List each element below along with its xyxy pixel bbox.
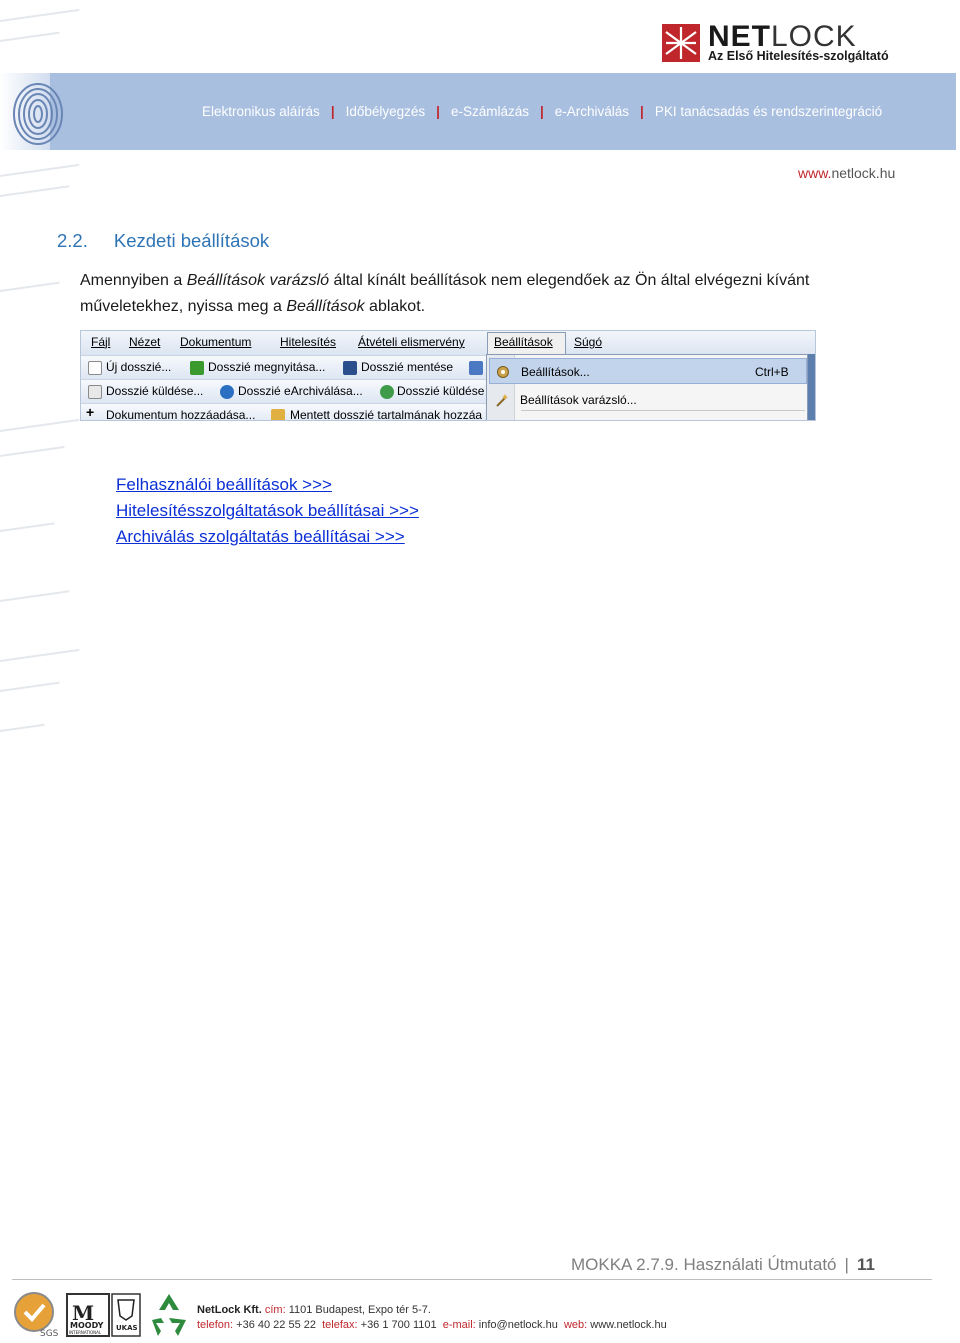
new-document-icon (88, 361, 102, 375)
menu-bar (81, 331, 816, 355)
wizard-wand-icon (494, 392, 510, 408)
toolbar-dokumentum-hozzaadasa[interactable]: Dokumentum hozzáadása... (106, 408, 256, 421)
toolbar-mentett-dosszie[interactable]: Mentett dosszié tartalmának hozzáa (290, 408, 483, 421)
send-globe-icon (380, 385, 394, 399)
dropdown-separator (521, 410, 805, 411)
toolbar-uj-dosszie[interactable]: Új dosszié... (106, 360, 172, 374)
certification-logos (12, 1290, 192, 1340)
section-heading (57, 230, 269, 252)
settings-menu-screenshot (80, 330, 816, 421)
send-envelope-icon (88, 385, 102, 399)
toolbar-dosszie-kuldese-2[interactable]: Dosszié küldése (397, 384, 485, 398)
dropdown-item-beallitasok[interactable] (489, 358, 807, 384)
nav-item-idobelyegzes[interactable]: Időbélyegzés (345, 104, 426, 119)
link-hitelesitesszolgaltatasok-beallitasai[interactable]: Hitelesítésszolgáltatások beállításai >>> (116, 501, 419, 520)
toolbar-row-3 (81, 403, 487, 421)
menu-hitelesites[interactable]: Hitelesítés (280, 335, 337, 349)
top-navigation (202, 104, 882, 119)
svg-text:UKAS: UKAS (116, 1324, 138, 1332)
menu-fajl[interactable]: Fájl (91, 335, 111, 349)
settings-links (116, 472, 419, 550)
toolbar-row-1 (81, 355, 487, 379)
brand-name: NETLOCK (708, 20, 857, 53)
intro-paragraph: Amennyiben a Beállítások varázsló által kínált beállítások nem elegendőek az Ön által elvégezni kívánt műveletekhez, nyissa meg a Beállítások ablakot. (80, 272, 810, 315)
nav-separator: | (436, 104, 440, 119)
toolbar-extra-icon (469, 361, 483, 375)
dropdown-item-label: Beállítások... (521, 365, 590, 379)
footer-divider (12, 1279, 932, 1280)
toolbar-dosszie-mentese[interactable]: Dosszié mentése (361, 360, 454, 374)
save-icon (343, 361, 357, 375)
globe-icon (220, 385, 234, 399)
netlock-logo (662, 22, 912, 67)
dropdown-item-shortcut: Ctrl+B (755, 365, 789, 379)
netlock-logo-icon (662, 24, 700, 62)
svg-text:SGS: SGS (40, 1329, 59, 1338)
footer-email[interactable]: info@netlock.hu (478, 1319, 558, 1331)
link-felhasznaloi-beallitasok[interactable]: Felhasználói beállítások >>> (116, 475, 332, 494)
beallitasok-dropdown (486, 354, 808, 421)
menu-beallitasok[interactable]: Beállítások (494, 335, 553, 349)
svg-text:MOODY: MOODY (70, 1321, 104, 1330)
footer-web[interactable]: www.netlock.hu (590, 1319, 667, 1331)
nav-separator: | (640, 104, 644, 119)
contact-line-2: telefon: +36 40 22 55 22 telefax: +36 1 700 1101 e-mail: info@netlock.hu web: www.netlock.hu (197, 1319, 667, 1331)
nav-separator: | (330, 104, 335, 119)
nav-item-elektronikus-alairas[interactable]: Elektronikus aláírás (202, 104, 320, 119)
document-title: MOKKA 2.7.9. Használati Útmutató | 11 (571, 1255, 875, 1274)
open-folder-icon (190, 361, 204, 375)
svg-text:INTERNATIONAL: INTERNATIONAL (69, 1330, 102, 1335)
section-number: 2.2. (57, 230, 88, 251)
contact-info (197, 1303, 667, 1333)
section-title: Kezdeti beállítások (113, 230, 270, 251)
svg-text:M: M (72, 1301, 95, 1325)
fingerprint-icon (6, 78, 66, 148)
nav-item-e-archivalas[interactable]: e-Archiválás (554, 104, 630, 119)
folder-icon (271, 409, 285, 421)
settings-gear-icon (495, 364, 511, 380)
toolbar-row-2 (81, 379, 487, 403)
link-archivalas-beallitasai[interactable]: Archiválás szolgáltatás beállításai >>> (116, 527, 405, 546)
contact-line-1: NetLock Kft. cím: 1101 Budapest, Expo tér 5-7. (197, 1304, 431, 1316)
toolbar-dosszie-kuldese[interactable]: Dosszié küldése... (106, 384, 204, 398)
recycle-icon (146, 1290, 192, 1338)
page-number: 11 (856, 1255, 875, 1274)
nav-separator: | (539, 104, 544, 119)
menu-sugo[interactable]: Súgó (574, 335, 603, 349)
menu-atveteli-elismerveny[interactable]: Átvételi elismervény (358, 335, 465, 349)
toolbar-dosszie-megnyitasa[interactable]: Dosszié megnyitása... (208, 360, 326, 374)
toolbar-dosszie-earchivalasa[interactable]: Dosszié eArchiválása... (238, 384, 363, 398)
brand-tagline: Az Első Hitelesítés-szolgáltató (708, 49, 889, 63)
sgs-certification-icon (12, 1290, 60, 1338)
nav-item-pki-tanacsadas[interactable]: PKI tanácsadás és rendszerintegráció (654, 104, 883, 119)
screenshot-side-panel (808, 354, 816, 421)
plus-icon: + (86, 404, 95, 420)
website-url[interactable]: www.netlock.hu (798, 165, 896, 181)
dropdown-item-label: Beállítások varázsló... (520, 393, 637, 407)
menu-nezet[interactable]: Nézet (129, 335, 161, 349)
moody-ukas-icon (66, 1290, 142, 1338)
nav-item-e-szamlazas[interactable]: e-Számlázás (450, 104, 529, 119)
menu-dokumentum[interactable]: Dokumentum (180, 335, 252, 349)
